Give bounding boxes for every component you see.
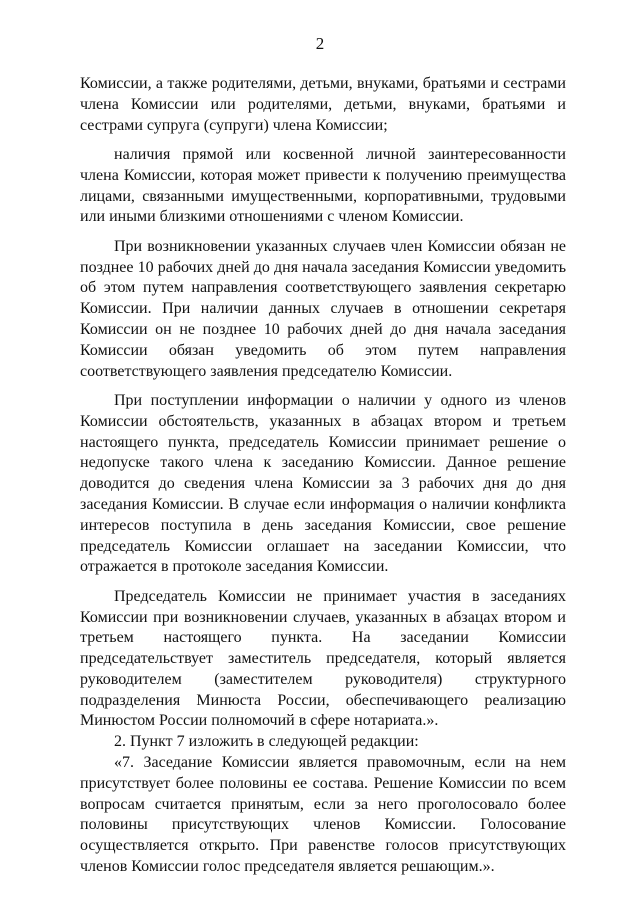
paragraph-6: 2. Пункт 7 изложить в следующей редакции: [114, 733, 419, 751]
page-number: 2 [315, 34, 325, 53]
paragraph-4: При поступлении информации о наличии у одного из членов Комиссии обстоятельств, указанных в абзацах втором и третьем настоящего пункта, председатель Комиссии принимает решение о недопуске такого члена к заседанию Комиссии. Данное решение доводится до сведения члена Комиссии за 3 рабочих дня до дня заседания Комиссии. В случае если информация о наличии конфликта интересов поступила в день заседания Комиссии, свое решение председатель Комиссии оглашает на заседании Комиссии, что отражается в протоколе заседания Комиссии. [80, 391, 566, 576]
paragraph-5: Председатель Комиссии не принимает участия в заседаниях Комиссии при возникновении случаев, указанных в абзацах втором и третьем настоящего пункта. На заседании Комиссии председательствует заместитель председателя, который является руководителем (заместителем руководителя) структурного подразделения Минюста России, обеспечивающего реализацию Минюстом России полномочий в сфере нотариата.». [80, 587, 566, 730]
paragraph-7: «7. Заседание Комиссии является правомочным, если на нем присутствует более половины ее состава. Решение Комиссии по всем вопросам считается принятым, если за него проголосовало более половины присутствующих членов Комиссии. Голосование осуществляется открыто. При равенстве голосов присутствующих членов Комиссии голос председателя является решающим.». [80, 754, 566, 876]
paragraph-1: Комиссии, а также родителями, детьми, внуками, братьями и сестрами члена Комиссии или родителями, детьми, внуками, братьями и сестрами супруга (супруги) члена Комиссии; [80, 75, 566, 134]
paragraph-2: наличия прямой или косвенной личной заинтересованности члена Комиссии, которая может привести к получению преимущества лицами, связанными имущественными, корпоративными, трудовыми или иными близкими отношениями с членом Комиссии. [80, 145, 566, 226]
paragraph-3: При возникновении указанных случаев член Комиссии обязан не позднее 10 рабочих дней до дня начала заседания Комиссии уведомить об этом путем направления соответствующего заявления секретарю Комиссии. При наличии данных случаев в отношении секретаря Комиссии он не позднее 10 рабочих дней до дня начала заседания Комиссии обязан уведомить об этом путем направления соответствующего заявления председателю Комиссии. [80, 237, 566, 380]
document-body [80, 74, 566, 878]
